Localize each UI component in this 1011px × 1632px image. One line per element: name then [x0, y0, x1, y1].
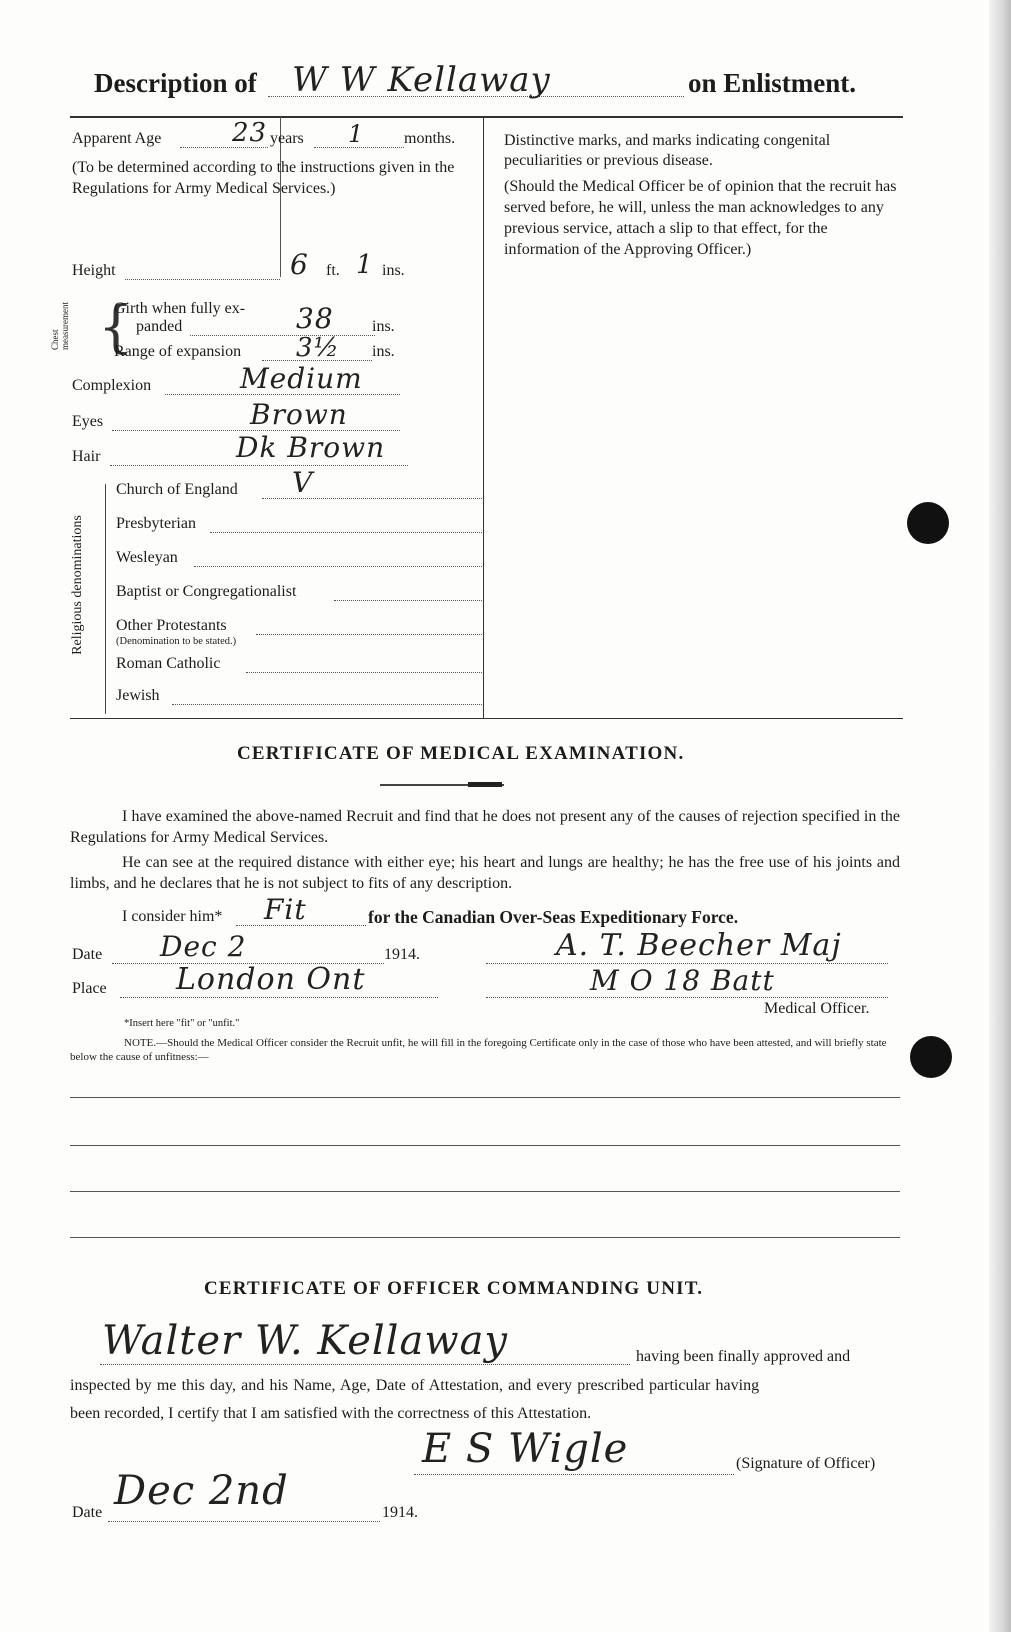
girth-value: 38: [296, 302, 334, 335]
religion-bracket: [105, 484, 106, 714]
height-line: [125, 279, 280, 280]
height-ft-value: 6: [290, 248, 309, 281]
medical-date-label: Date: [72, 946, 103, 963]
girth-label-line1: Girth when fully ex-: [114, 300, 246, 317]
page-edge-shadow: [989, 0, 1011, 1632]
distinctive-marks-heading: Distinctive marks, and marks indicating congenital peculiarities or previous disease.: [504, 132, 831, 169]
oc-text-line-1: having been finally approved and: [636, 1348, 851, 1365]
oc-officer-signature: E S Wigle: [422, 1426, 629, 1472]
jewish-line: [172, 704, 482, 705]
hair-value: Dk Brown: [236, 431, 386, 464]
oc-text-line-2: inspected by me this day, and his Name, Age, Date of Attestation, and every prescribed particular having: [70, 1377, 760, 1394]
range-unit: ins.: [372, 343, 395, 360]
denomination-roman-catholic: Roman Catholic: [116, 655, 221, 672]
unfitness-line-1: [70, 1097, 900, 1098]
denomination-wesleyan: Wesleyan: [116, 549, 178, 566]
denomination-jewish: Jewish: [116, 687, 160, 704]
punch-hole-top: [907, 502, 949, 544]
months-label: months.: [404, 130, 456, 147]
other-protestants-line: [256, 634, 482, 635]
church-of-england-mark: V: [292, 466, 314, 499]
medical-officer-signature: A. T. Beecher Maj: [556, 928, 842, 963]
consider-suffix: for the Canadian Over-Seas Expeditionary Force.: [368, 907, 739, 927]
complexion-label: Complexion: [72, 377, 152, 394]
medical-para-1: I have examined the above-named Recruit and find that he does not present any of the causes of rejection specified in the Regulations for Army Medical Services.: [70, 808, 900, 846]
oc-signature-line: [414, 1474, 734, 1475]
punch-hole-bottom: [910, 1036, 952, 1078]
presbyterian-line: [210, 532, 482, 533]
box-divider: [483, 117, 484, 718]
baptist-line: [334, 600, 482, 601]
unfitness-line-2: [70, 1145, 900, 1146]
recruit-signature: Walter W. Kellaway: [102, 1318, 509, 1364]
chest-brace: {: [98, 295, 134, 360]
girth-label-line2: panded: [136, 318, 183, 335]
box-top-rule: [70, 116, 903, 118]
eyes-label: Eyes: [72, 413, 104, 430]
eyes-value: Brown: [250, 398, 348, 431]
recruit-name: W W Kellaway: [292, 60, 551, 100]
medical-note: NOTE.—Should the Medical Officer consider the Recruit unfit, he will fill in the foregoing Certificate only in the case of those who have been attested, and will briefly state below the cause of unfitness:—: [70, 1037, 887, 1063]
consider-prefix: I consider him*: [122, 908, 223, 925]
officer-unit-line: [486, 997, 888, 998]
complexion-value: Medium: [240, 362, 363, 395]
title-prefix: Description of: [94, 68, 257, 98]
oc-date-label: Date: [72, 1504, 103, 1521]
medical-date-value: Dec 2: [160, 930, 247, 963]
oc-date-line: [108, 1521, 380, 1522]
roman-catholic-line: [246, 672, 482, 673]
age-note: (To be determined according to the instructions given in the Regulations for Army Medical Services.): [72, 159, 455, 197]
box-bottom-rule: [70, 718, 903, 719]
range-value: 3½: [296, 333, 340, 363]
oc-certificate-heading: CERTIFICATE OF OFFICER COMMANDING UNIT.: [204, 1278, 704, 1299]
oc-year: 1914.: [382, 1504, 418, 1521]
other-protestants-note: (Denomination to be stated.): [116, 636, 237, 647]
medical-place-line: [120, 997, 438, 998]
medical-place-label: Place: [72, 980, 107, 997]
height-ins-value: 1: [356, 250, 374, 280]
hair-label: Hair: [72, 448, 101, 465]
title-suffix: on Enlistment.: [688, 68, 857, 98]
girth-line: [190, 335, 375, 336]
age-months-value: 1: [348, 120, 365, 148]
medical-place-value: London Ont: [176, 962, 366, 997]
heading-rule-mark: [468, 782, 502, 787]
recruit-signature-line: [100, 1364, 630, 1365]
medical-officer-label: Medical Officer.: [764, 1000, 870, 1017]
medical-officer-unit: M O 18 Batt: [590, 964, 775, 997]
hair-line: [110, 465, 408, 466]
consider-value: Fit: [264, 893, 307, 926]
age-years-value: 23: [232, 118, 268, 148]
oc-date-value: Dec 2nd: [114, 1468, 289, 1514]
ft-label: ft.: [326, 262, 340, 279]
range-label: Range of expansion: [114, 343, 242, 360]
medical-year: 1914.: [384, 946, 420, 963]
denomination-baptist: Baptist or Congregationalist: [116, 583, 297, 600]
unfitness-line-3: [70, 1191, 900, 1192]
unfitness-line-4: [70, 1237, 900, 1238]
insert-note: *Insert here "fit" or "unfit.": [124, 1018, 240, 1029]
wesleyan-line: [194, 566, 482, 567]
denomination-church-of-england: Church of England: [116, 481, 238, 498]
medical-certificate-heading: CERTIFICATE OF MEDICAL EXAMINATION.: [237, 743, 685, 764]
oc-signature-label: (Signature of Officer): [736, 1455, 876, 1472]
height-label: Height: [72, 262, 116, 279]
religious-denominations-label: Religious denominations: [70, 515, 85, 655]
height-ins-label: ins.: [382, 262, 405, 279]
denomination-presbyterian: Presbyterian: [116, 515, 196, 532]
medical-para-2: He can see at the required distance with either eye; his heart and lungs are healthy; he has the free use of his joints and limbs, and he declares that he is not subject to fits of any description.: [70, 854, 900, 892]
distinctive-marks-note: (Should the Medical Officer be of opinion that the recruit has served before, he will, unless the man acknowledges to any previous service, attach a slip to that effect, for the information of the Approving Officer.): [504, 178, 897, 258]
oc-text-line-3: been recorded, I certify that I am satisfied with the correctness of this Attestation.: [70, 1405, 592, 1422]
apparent-age-label: Apparent Age: [72, 130, 162, 147]
denomination-other-protestants: Other Protestants: [116, 617, 227, 634]
years-label: years: [270, 130, 304, 147]
chest-measurement-label: Chest measurement: [50, 302, 70, 350]
girth-unit: ins.: [372, 318, 395, 335]
